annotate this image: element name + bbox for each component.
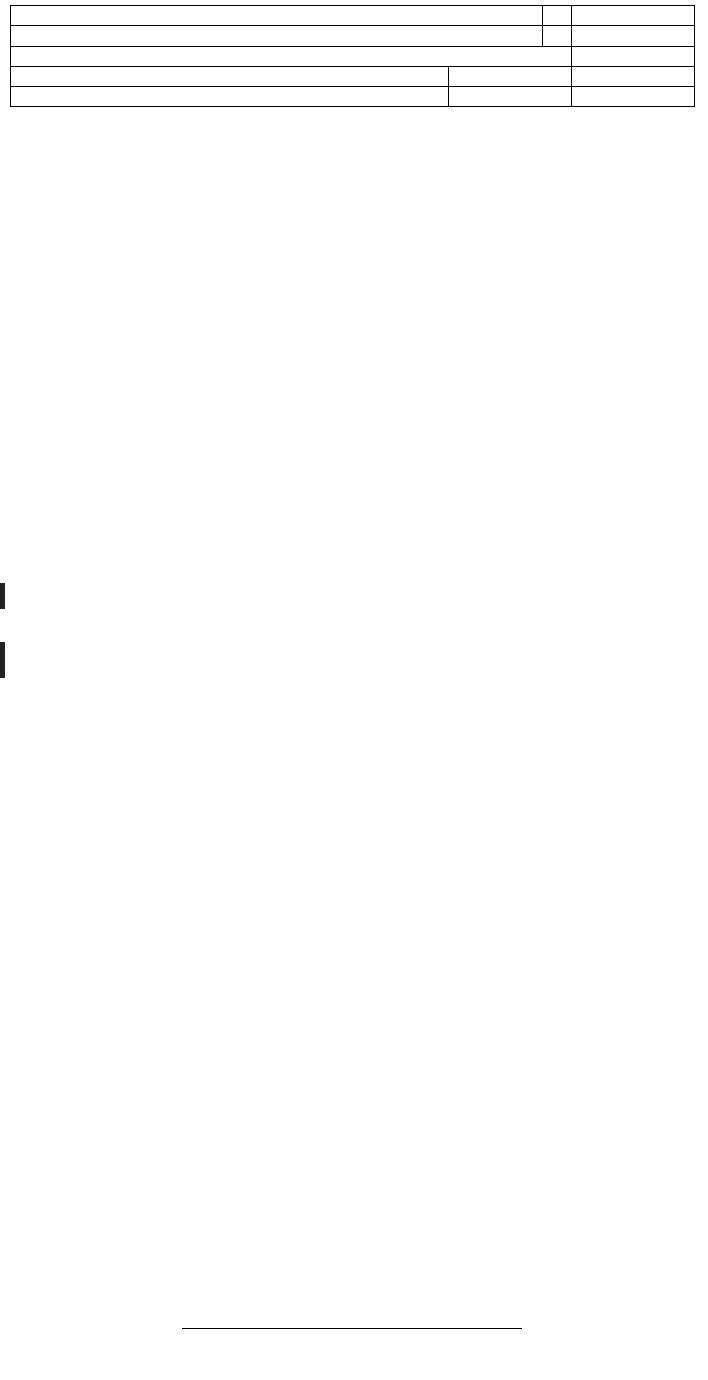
col-header-lines xyxy=(11,66,449,86)
header-row xyxy=(11,6,695,26)
header-row xyxy=(11,46,695,66)
col-header-company xyxy=(449,66,572,86)
article-2 xyxy=(10,1130,695,1147)
intermunicipal-heading-1 xyxy=(10,1021,695,1038)
intro-paragraph xyxy=(10,890,695,907)
spacer-row xyxy=(11,87,695,107)
scan-edge-mark xyxy=(0,583,5,609)
intermunicipal-heading-2 xyxy=(10,1166,695,1183)
col-header-fare xyxy=(572,66,695,86)
interstate-line-2 xyxy=(10,1255,695,1272)
header-row xyxy=(11,26,695,46)
table-title xyxy=(11,46,572,66)
resolve-heading xyxy=(10,964,695,981)
scan-edge-mark xyxy=(0,642,5,678)
fare-table xyxy=(10,5,695,107)
department-title xyxy=(11,26,543,46)
signature-line xyxy=(182,1328,522,1329)
column-header-row xyxy=(11,66,695,86)
article-1 xyxy=(10,985,695,1002)
article-3 xyxy=(10,1274,695,1291)
interstate-line-1 xyxy=(10,1110,695,1127)
gov-title xyxy=(11,6,543,26)
